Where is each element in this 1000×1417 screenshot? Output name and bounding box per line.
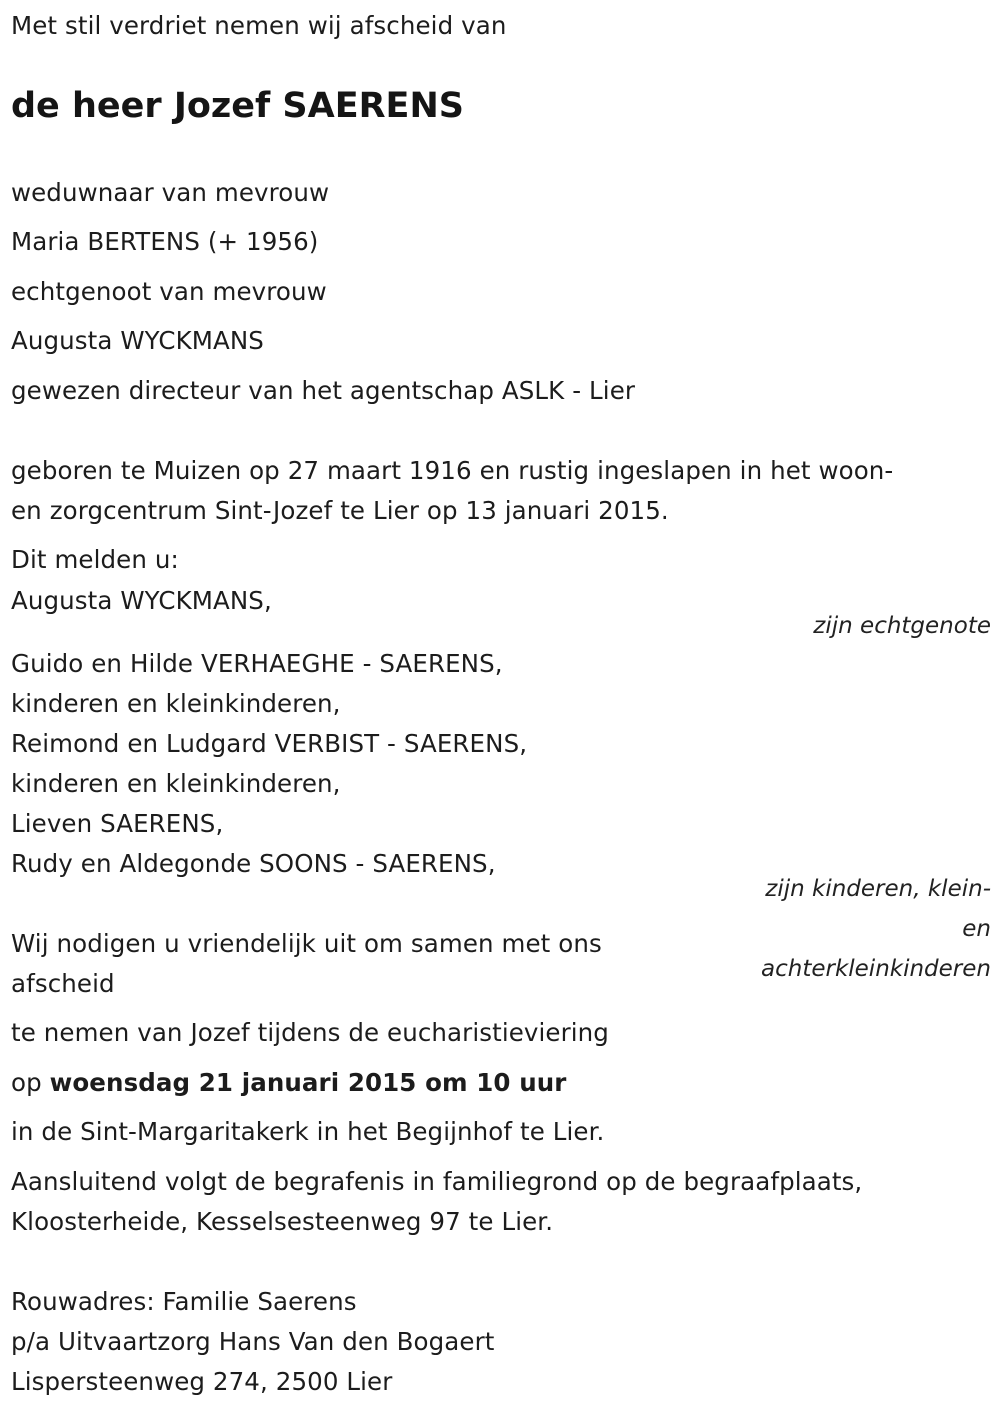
ceremony-prefix: op: [11, 1068, 50, 1097]
detail-line: weduwnaar van mevrouw: [11, 178, 330, 207]
invitation-line: Wij nodigen u vriendelijk uit om samen met ons: [11, 929, 602, 958]
deceased-name: de heer Jozef SAERENS: [11, 86, 464, 126]
burial-line: Aansluitend volgt de begrafenis in familiegrond op de begraafplaats,: [11, 1167, 863, 1196]
children-relation-line: achterkleinkinderen: [761, 956, 991, 982]
child-line: Guido en Hilde VERHAEGHE - SAERENS,: [11, 649, 503, 678]
child-line: kinderen en kleinkinderen,: [11, 769, 341, 798]
spouse-name: Augusta WYCKMANS,: [11, 586, 272, 615]
birth-death-line: geboren te Muizen op 27 maart 1916 en rustig ingeslapen in het woon-: [11, 456, 894, 485]
detail-line: Augusta WYCKMANS: [11, 326, 264, 355]
children-relation-line: zijn kinderen, klein-: [765, 876, 991, 902]
child-line: Reimond en Ludgard VERBIST - SAERENS,: [11, 729, 528, 758]
spouse-relation: zijn echtgenote: [813, 613, 991, 639]
burial-line: Kloosterheide, Kesselsesteenweg 97 te Lier.: [11, 1207, 554, 1236]
mourning-address-line: p/a Uitvaartzorg Hans Van den Bogaert: [11, 1327, 495, 1356]
birth-death-line: en zorgcentrum Sint-Jozef te Lier op 13 januari 2015.: [11, 496, 669, 525]
child-line: kinderen en kleinkinderen,: [11, 689, 341, 718]
intro-text: Met stil verdriet nemen wij afscheid van: [11, 11, 507, 40]
child-line: Lieven SAERENS,: [11, 809, 224, 838]
children-relation-line: en: [962, 916, 991, 942]
announce-label: Dit melden u:: [11, 545, 179, 574]
mourning-address-line: Rouwadres: Familie Saerens: [11, 1287, 357, 1316]
child-line: Rudy en Aldegonde SOONS - SAERENS,: [11, 849, 496, 878]
invitation-line: afscheid: [11, 969, 115, 998]
detail-line: gewezen directeur van het agentschap ASLK - Lier: [11, 376, 636, 405]
ceremony-location: in de Sint-Margaritakerk in het Begijnhof te Lier.: [11, 1117, 605, 1146]
invitation-line: te nemen van Jozef tijdens de eucharistieviering: [11, 1018, 609, 1047]
detail-line: echtgenoot van mevrouw: [11, 277, 327, 306]
ceremony-datetime-line: [11, 1068, 566, 1098]
detail-line: Maria BERTENS (+ 1956): [11, 227, 319, 256]
mourning-address-line: Lispersteenweg 274, 2500 Lier: [11, 1367, 393, 1396]
ceremony-datetime: woensdag 21 januari 2015 om 10 uur: [49, 1068, 567, 1097]
